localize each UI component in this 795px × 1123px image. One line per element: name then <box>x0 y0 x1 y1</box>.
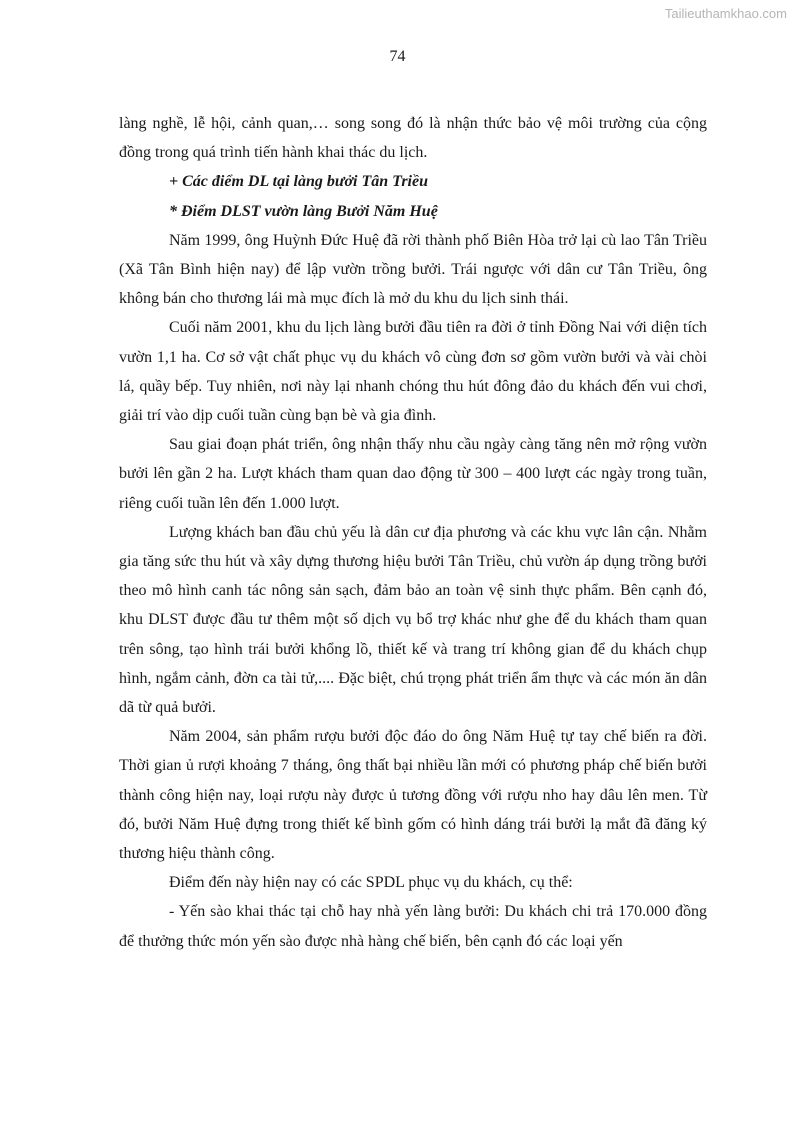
section-heading-tan-trieu: + Các điểm DL tại làng bưởi Tân Triều <box>169 173 428 191</box>
paragraph: Điểm đến này hiện nay có các SPDL phục vụ du khách, cụ thể: <box>169 874 573 892</box>
paragraph: Sau giai đoạn phát triển, ông nhận thấy nhu cầu ngày càng tăng nên mở rộng vườn bưởi lên gần 2 ha. Lượt khách tham quan dao động từ 300 – 400 lượt các ngày trong tuần, riêng cuối tuần lên đến 1.000 lượt. <box>119 436 707 512</box>
watermark: Tailieuthamkhao.com <box>664 6 787 21</box>
paragraph: Năm 2004, sản phẩm rượu bưởi độc đáo do ông Năm Huệ tự tay chế biến ra đời. Thời gian ủ rượi khoảng 7 tháng, ông thất bại nhiều lần mới có phương pháp chế biến bưởi thành công hiện nay, loại rượu này được ủ tương đồng với rượu nho hay dâu lên men. Từ đó, bưởi Năm Huệ đựng trong thiết kế bình gốm có hình dáng trái bưởi lạ mắt đã đăng ký thương hiệu thành công. <box>119 728 707 863</box>
paragraph-intro-continuation: làng nghề, lễ hội, cảnh quan,… song song đó là nhận thức bảo vệ môi trường của cộng đồng trong quá trình tiến hành khai thác du lịch. <box>119 115 707 162</box>
list-item-yen-sao: - Yến sào khai thác tại chỗ hay nhà yến làng bưởi: Du khách chi trả 170.000 đồng để thưởng thức món yến sào được nhà hàng chế biến, bên cạnh đó các loại yến <box>119 903 707 950</box>
subsection-heading-nam-hue: * Điểm DLST vườn làng Bưởi Năm Huệ <box>169 202 438 220</box>
paragraph: Lượng khách ban đầu chủ yếu là dân cư địa phương và các khu vực lân cận. Nhằm gia tăng sức thu hút và xây dựng thương hiệu bưởi Tân Triều, chủ vườn áp dụng trồng bưởi theo mô hình canh tác nông sản sạch, đảm bảo an toàn vệ sinh thực phẩm. Bên cạnh đó, khu DLST được đầu tư thêm một số dịch vụ bổ trợ khác như ghe để du khách tham quan trên sông, tạo hình trái bưởi khổng lồ, thiết kế và trang trí không gian để du khách chụp hình, ngắm cảnh, đờn ca tài tử,.... Đặc biệt, chú trọng phát triển ẩm thực và các món ăn dân dã từ quả bưởi. <box>119 523 707 717</box>
paragraph: Năm 1999, ông Huỳnh Đức Huệ đã rời thành phố Biên Hòa trở lại cù lao Tân Triều (Xã Tân Bình hiện nay) để lập vườn trồng bưởi. Trái ngược với dân cư Tân Triều, ông không bán cho thương lái mà mục đích là mở du khu du lịch sinh thái. <box>119 231 707 308</box>
paragraph: Cuối năm 2001, khu du lịch làng bưởi đầu tiên ra đời ở tỉnh Đồng Nai với diện tích vườn 1,1 ha. Cơ sở vật chất phục vụ du khách vô cùng đơn sơ gồm vườn bưởi và vài chòi lá, quầy bếp. Tuy nhiên, nơi này lại nhanh chóng thu hút đông đảo du khách đến vui chơi, giải trí vào dịp cuối tuần cùng bạn bè và gia đình. <box>119 319 707 425</box>
page-body <box>119 109 707 956</box>
page-number: 74 <box>389 48 406 65</box>
